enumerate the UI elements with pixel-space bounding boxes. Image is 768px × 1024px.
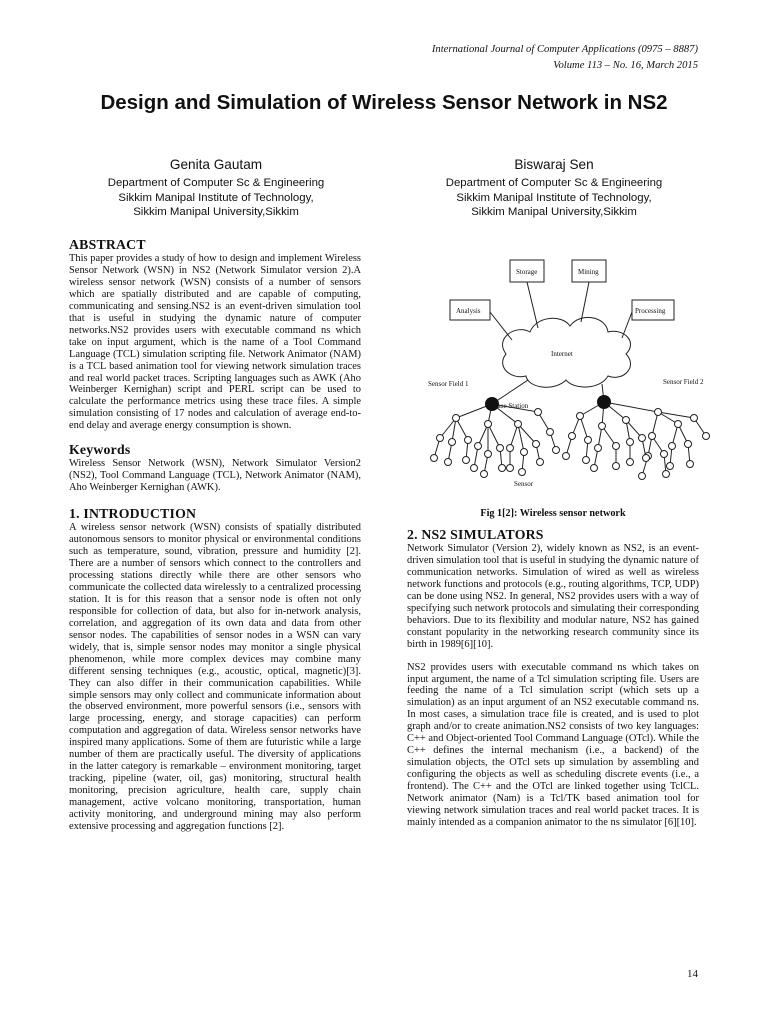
author-institute: Sikkim Manipal Institute of Technology,: [118, 191, 314, 204]
author-university: Sikkim Manipal University,Sikkim: [471, 206, 637, 219]
author-name: Biswaraj Sen: [514, 157, 594, 172]
author-block-1: [66, 156, 366, 220]
author-department: Department of Computer Sc & Engineering: [107, 177, 325, 189]
ns2-heading: 2. NS2 SIMULATORS: [407, 527, 544, 542]
label-sensor: Sensor: [514, 480, 534, 488]
author-department: Department of Computer Sc & Engineering: [445, 177, 663, 189]
page-number: 14: [687, 968, 698, 980]
ns2-paragraph-1: Network Simulator (Version 2), widely known as NS2, is an event- driven simulation tool that is useful in studying the dynamic nature of communication networks. Simulation of wired as well as wireless network functions and protocols (e.g., routing algorithms, TCP, UDP) can be done using NS2. In general, NS2 provides users with a way of specifying such network protocols and simulating their corresponding behaviors. Due to its flexibility and modular nature, NS2 has gained constant popularity in the networking research community since its birth in 1989[6][10].: [407, 543, 699, 650]
keywords-text: Wireless Sensor Network (WSN), Network Simulator Version2 (NS2), Tool Command Language (TCL), Network Animator (NAM), Aho Weinberger Kernighan (AWK).: [69, 458, 361, 494]
author-name: Genita Gautam: [169, 157, 263, 172]
introduction-heading: 1. INTRODUCTION: [69, 506, 197, 522]
figure-caption: Fig 1[2]: Wireless sensor network: [480, 508, 626, 519]
introduction-text: A wireless sensor network (WSN) consists of spatially distributed autonomous sensors to monitor physical or environmental conditions such as temperature, sound, vibration, pressure and humidity [2]. There are a number of sensors which connect to the controllers and processing stations directly while there are other sensors who communicate the collected data wirelessly to a centralized processing station. It is for this reason that a sensor node is often not only responsible for collection of data, but also for in-network analysis, correlation, and aggregation of its own data and data from other sensor nodes. The capabilities of sensor nodes in a WSN can vary widely, that is, simple sensor nodes may monitor a single physical phenomenon, while more complex devices may combine many different sensing techniques (e.g., acoustic, optical, magnetic)[3]. They can also differ in their communication capabilities. While simple sensors may only collect and communicate information about the observed environment, more powerful sensors (i.e., sensors with large processing, energy, and storage capacities) can perform computation and aggregation of data. Wireless sensor networks have inspired many applications. Some of them are futuristic while a large number of them are practically useful. The diversity of applications in the latter category is remarkable – environment monitoring, target tracking, pipeline (water, oil, gas) monitoring, structural health monitoring, precision agriculture, health care, supply chain management, active volcano monitoring, transportation, human activity monitoring, and underground mining may also perform extensive processing and aggregation functions [2].: [69, 522, 361, 832]
ns2-paragraph-2: NS2 provides users with executable command ns which takes on input argument, the name of a Tcl simulation scripting file. Users are feeding the name of a Tcl simulation script (which sets up a simulation) as an input argument of an NS2 executable command ns. In most cases, a simulation trace file is created, and is used to plot graph and/or to create animation.NS2 consists of two key languages: C++ and Object-oriented Tool Command Language (OTcl). While the C++ defines the internal mechanism (i.e., a backend) of the simulation objects, the OTcl sets up simulation by assembling and configuring the objects as well as scheduling discrete events (i.e., a frontend). The C++ and the OTcl are linked together using TclCL. Network animator (Nam) is a Tcl/TK based animation tool for viewing network simulation traces and real world packet traces. It is mainly intended as a companion animator to the ns simulator [6][10].: [407, 661, 699, 828]
label-analysis: Analysis: [456, 307, 481, 315]
label-mining: Mining: [578, 268, 599, 276]
left-column: [69, 236, 361, 833]
keywords-heading: Keywords: [69, 442, 131, 458]
label-storage: Storage: [516, 268, 538, 276]
right-column: [407, 526, 699, 829]
abstract-heading: ABSTRACT: [69, 237, 146, 252]
journal-name: International Journal of Computer Applications (0975 – 8887): [431, 44, 698, 55]
journal-header: [432, 42, 698, 74]
author-institute: Sikkim Manipal Institute of Technology,: [456, 191, 652, 204]
label-base-station: Base Station: [493, 402, 529, 410]
label-internet: Internet: [551, 350, 573, 358]
base-station-right: [597, 395, 611, 409]
wsn-diagram: [426, 254, 716, 498]
abstract-text: This paper provides a study of how to design and implement Wireless Sensor Network (WSN) in NS2 (Network Simulator version 2).A wireless sensor network (WSN) consists of a number of sensors which are spatially distributed and are capable of computing, communicating and sensing.NS2 is an event-driven simulation tool that is useful in studying the dynamic nature of computer networks.NS2 provides users with executable command ns which take on input argument, which is the name of a Tool Command Language (TCL) simulation scripting file. Network Animator (NAM) is a TCL based animation tool for viewing network simulation traces and real world packet traces. Scripting languages such as AWK (Aho Weinberger Kernighan) script and PERL script can be used to calculate the performance metrics using these trace files. A simple simulation consisting of 17 nodes and calculation of average end-to-end delay and average energy consumption is shown.: [69, 253, 361, 432]
journal-volume: Volume 113 – No. 16, March 2015: [553, 60, 698, 71]
label-sensor-field-1: Sensor Field 1: [428, 380, 469, 388]
author-block-2: [404, 156, 704, 220]
author-university: Sikkim Manipal University,Sikkim: [133, 206, 299, 219]
label-sensor-field-2: Sensor Field 2: [663, 378, 704, 386]
paper-title: Design and Simulation of Wireless Sensor Network in NS2: [100, 91, 668, 114]
label-processing: Processing: [635, 307, 666, 315]
